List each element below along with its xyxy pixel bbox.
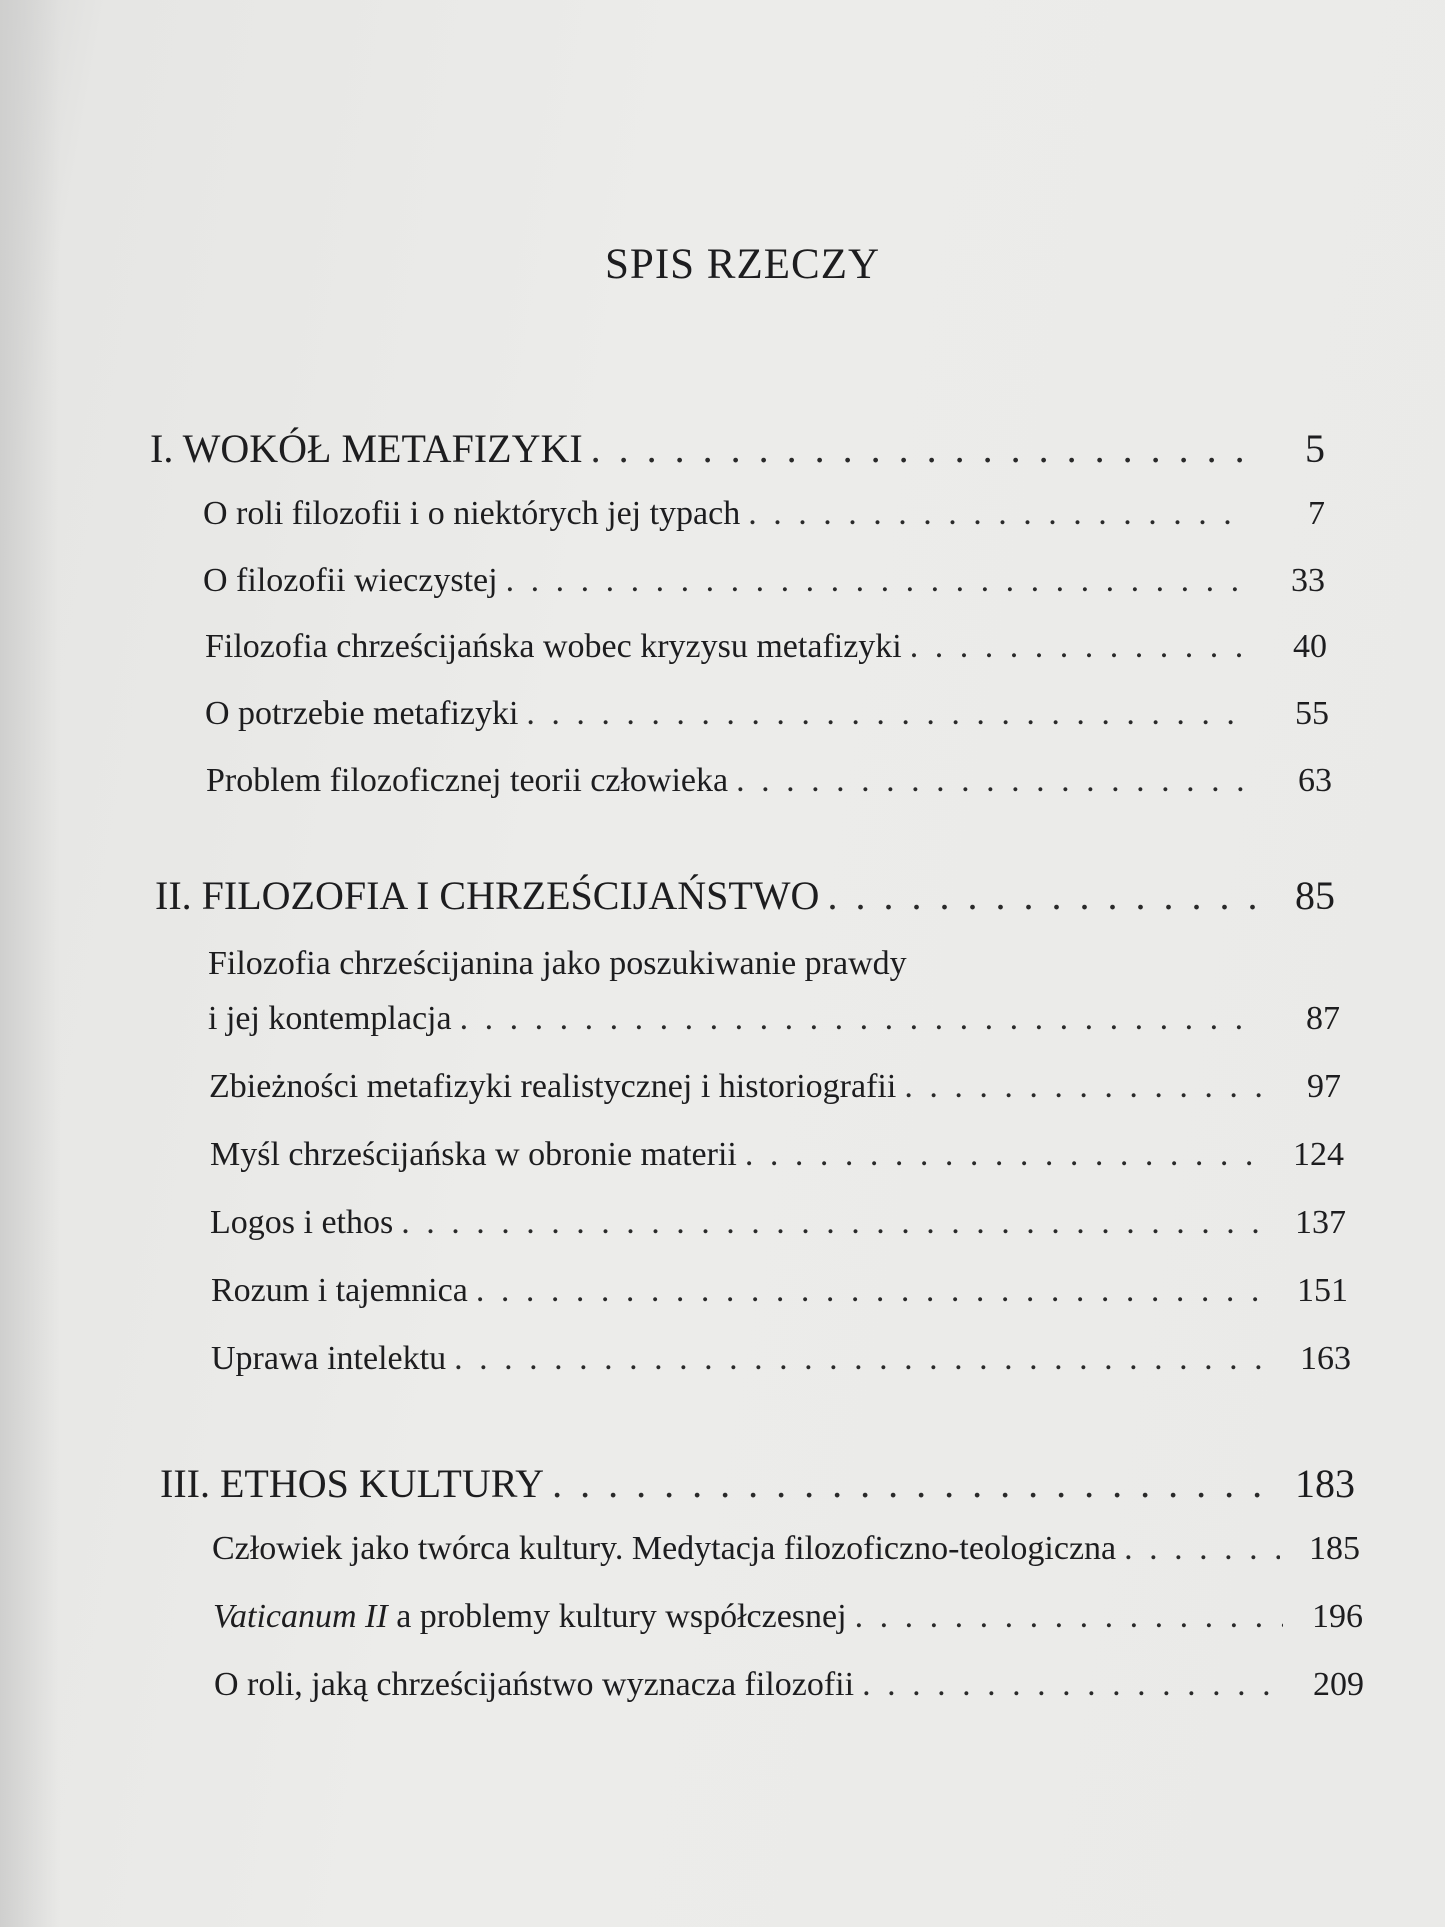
dot-leader — [862, 1666, 1284, 1704]
toc-page-number: 97 — [1307, 1068, 1341, 1105]
toc-entry — [212, 1530, 1360, 1568]
toc-page-number: 209 — [1313, 1666, 1364, 1703]
toc-entry — [213, 1598, 1363, 1636]
dot-leader — [910, 628, 1247, 666]
toc-page-number: 151 — [1297, 1272, 1348, 1309]
toc-page-number: 7 — [1308, 495, 1325, 532]
toc-entry-title — [213, 1598, 847, 1636]
toc-entry — [205, 628, 1327, 666]
toc-entry — [210, 1204, 1346, 1242]
toc-entry — [211, 1340, 1351, 1378]
toc-entry-title: Myśl chrześcijańska w obronie materii — [210, 1136, 737, 1173]
dot-leader — [526, 695, 1249, 733]
dot-leader — [855, 1598, 1283, 1636]
toc-entry-title: Logos i ethos — [210, 1204, 394, 1241]
toc-entry — [211, 1272, 1348, 1310]
toc-entry — [206, 762, 1332, 800]
toc-page-number: 185 — [1309, 1530, 1360, 1567]
toc-entry-title: O potrzebie metafizyki — [205, 695, 519, 732]
toc-section-title: II. FILOZOFIA I CHRZEŚCIJAŃSTWO — [155, 873, 820, 918]
dot-leader — [506, 562, 1245, 600]
toc-entry-title-italic: Vaticanum II — [213, 1598, 388, 1635]
toc-section-title: III. ETHOS KULTURY — [160, 1461, 545, 1506]
toc-page-number: 33 — [1291, 562, 1325, 599]
dot-leader — [460, 1000, 1260, 1038]
toc-entry-title-rest: a problemy kultury współczesnej — [387, 1598, 847, 1635]
toc-entry — [203, 562, 1325, 600]
page-title: SPIS RZECZY — [604, 241, 881, 288]
toc-page-number: 124 — [1293, 1136, 1344, 1173]
toc-section-title: I. WOKÓŁ METAFIZYKI — [150, 426, 583, 471]
toc-entry — [205, 695, 1329, 733]
toc-entry-title: Uprawa intelektu — [211, 1340, 447, 1377]
dot-leader — [745, 1136, 1264, 1174]
dot-leader — [748, 495, 1245, 533]
toc-section-2 — [155, 872, 1335, 919]
toc-entry-title: O filozofii wieczystej — [203, 562, 498, 599]
toc-section-1 — [150, 425, 1325, 472]
toc-page-number: 55 — [1295, 695, 1329, 732]
toc-entry-title: Człowiek jako twórca kultury. Medytacja filozoficzno-teologiczna — [212, 1530, 1117, 1567]
toc-entry — [214, 1666, 1364, 1704]
toc-page-number: 5 — [1305, 426, 1325, 471]
toc-entry — [209, 1068, 1341, 1106]
toc-page-number: 85 — [1295, 873, 1335, 918]
dot-leader — [736, 762, 1252, 800]
toc-page-number: 87 — [1306, 1000, 1340, 1037]
dot-leader — [476, 1272, 1268, 1310]
toc-section-3 — [160, 1460, 1355, 1507]
dot-leader — [552, 1460, 1275, 1507]
toc-entry-title: Problem filozoficznej teorii człowieka — [206, 762, 729, 799]
toc-entry-title-line1: Filozofia chrześcijanina jako poszukiwanie prawdy — [208, 945, 907, 982]
toc-entry — [203, 495, 1325, 533]
toc-entry-title: Zbieżności metafizyki realistycznej i historiografii — [209, 1068, 897, 1105]
toc-page-number: 183 — [1295, 1461, 1355, 1506]
toc-entry-title: i jej kontemplacja — [208, 1000, 452, 1037]
dot-leader — [827, 872, 1255, 919]
dot-leader — [591, 425, 1245, 472]
toc-page-number: 40 — [1293, 628, 1327, 665]
dot-leader — [401, 1204, 1266, 1242]
toc-page-number: 163 — [1300, 1340, 1351, 1377]
toc-entry-title: Filozofia chrześcijańska wobec kryzysu metafizyki — [205, 628, 902, 665]
toc-entry-title: O roli filozofii i o niektórych jej typach — [203, 495, 741, 532]
dot-leader — [454, 1340, 1271, 1378]
toc-page-number: 63 — [1298, 762, 1332, 799]
toc-entry-title: O roli, jaką chrześcijaństwo wyznacza filozofii — [214, 1666, 855, 1703]
dot-leader — [1124, 1530, 1280, 1568]
dot-leader — [904, 1068, 1261, 1106]
toc-entry — [208, 1000, 1340, 1038]
toc-page-number: 196 — [1312, 1598, 1363, 1635]
toc-page-number: 137 — [1295, 1204, 1346, 1241]
toc-entry — [210, 1136, 1344, 1174]
toc-entry-title: Rozum i tajemnica — [211, 1272, 468, 1309]
